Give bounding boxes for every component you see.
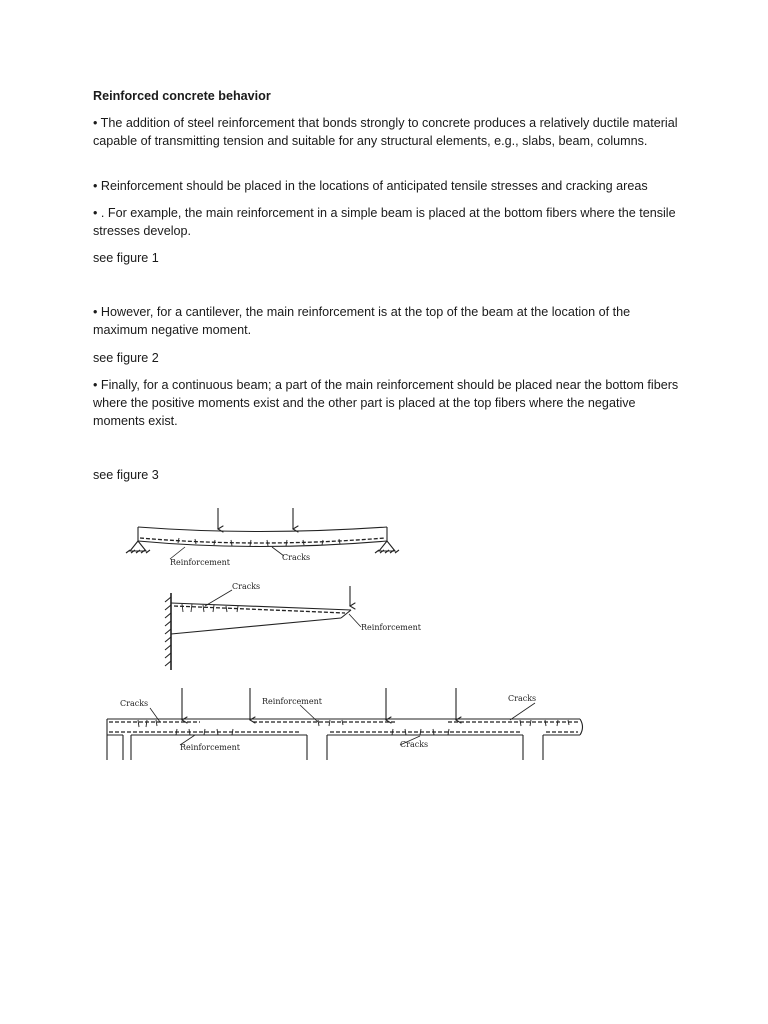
see-figure-2: see figure 2 — [93, 351, 159, 365]
fig3-cracks-right-label: Cracks — [508, 694, 537, 703]
paragraph-placement: • Reinforcement should be placed in the locations of anticipated tensile stresses and cracking areas — [93, 179, 648, 193]
see-figure-3: see figure 3 — [93, 468, 159, 482]
paragraph-cantilever: • However, for a cantilever, the main reinforcement is at the top of the beam at the location of the maximum negative moment. — [93, 305, 631, 337]
fig3-cracks-bottom-label: Cracks — [400, 740, 429, 749]
figure-1-simple-beam — [126, 508, 399, 559]
fig1-cracks-label: Cracks — [282, 553, 311, 562]
paragraph-simple-beam: • . For example, the main reinforcement in a simple beam is placed at the bottom fibers where the tensile stresses develop. — [93, 206, 676, 238]
fig3-reinforcement-bottom-label: Reinforcement — [180, 743, 240, 752]
fig3-cracks-left-label: Cracks — [120, 699, 149, 708]
fig1-reinforcement-label: Reinforcement — [170, 558, 230, 567]
document-title: Reinforced concrete behavior — [93, 89, 271, 103]
fig3-reinforcement-top-label: Reinforcement — [262, 697, 322, 706]
see-figure-1: see figure 1 — [93, 251, 159, 265]
fig2-reinforcement-label: Reinforcement — [361, 623, 421, 632]
paragraph-continuous: • Finally, for a continuous beam; a part of the main reinforcement should be placed near the bottom fibers where the positive moments exist and the other part is placed at the top fibers where the negative moments exist. — [93, 378, 679, 428]
paragraph-addition: • The addition of steel reinforcement that bonds strongly to concrete produces a relatively ductile material capable of transmitting tension and suitable for any structural elements, e.g., slabs, beam, columns. — [93, 116, 678, 148]
figure-2-cantilever — [165, 586, 361, 670]
fig2-cracks-label: Cracks — [232, 582, 261, 591]
